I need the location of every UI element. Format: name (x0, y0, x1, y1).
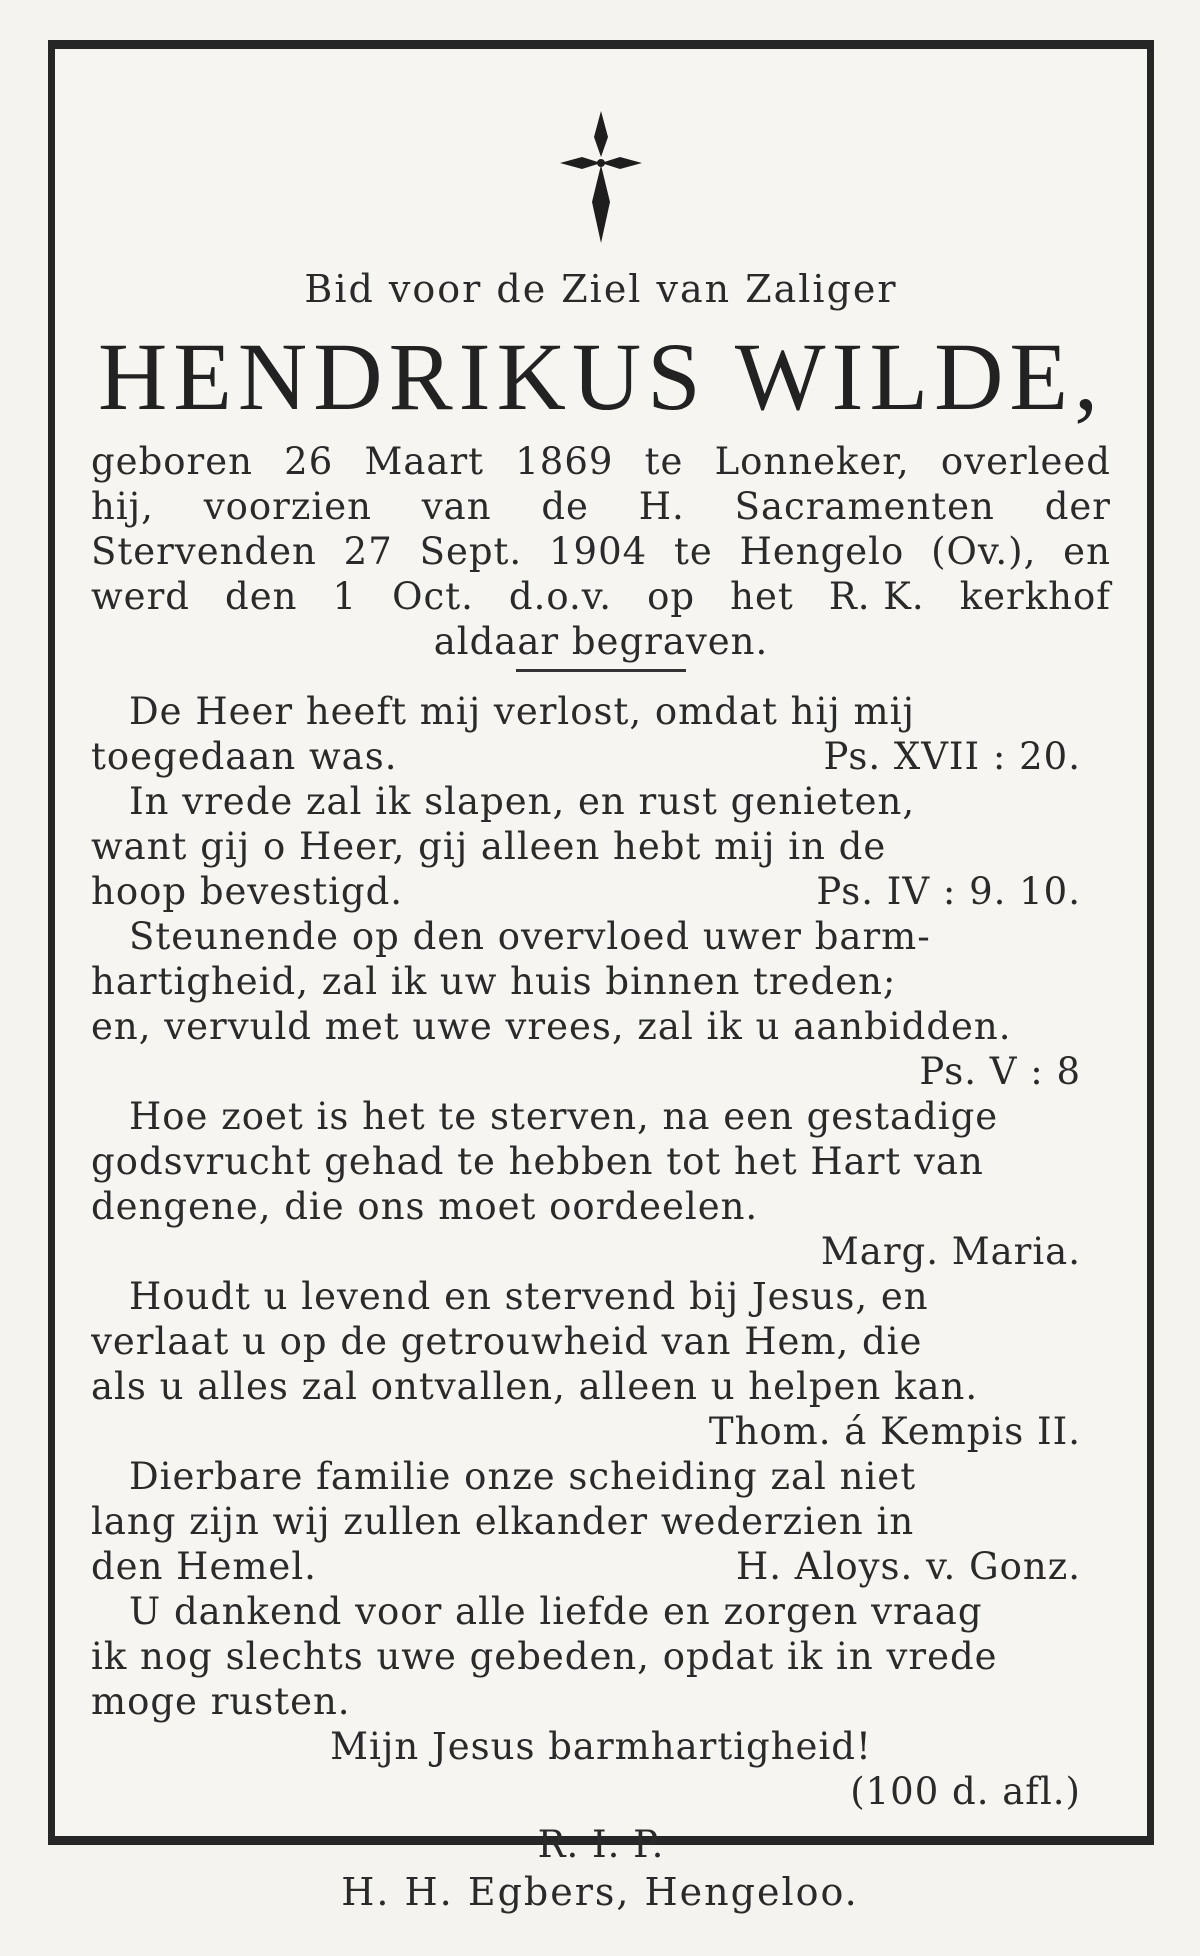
verse-line: Steunende op den overvloed uwer barm- (129, 915, 931, 958)
verse-line: want gij o Heer, gij alleen hebt mij in de (91, 825, 887, 868)
deceased-name: HENDRIKUS WILDE, (97, 323, 1105, 430)
verse-line: De Heer heeft mij verlost, omdat hij mij (129, 690, 915, 733)
invocation-line: Bid voor de Ziel van Zaliger (304, 267, 898, 311)
verse-line: U dankend voor alle liefde en zorgen vraag (129, 1590, 983, 1633)
verse-line: Hoe zoet is het te sterven, na een gestadige (129, 1095, 999, 1138)
memorial-card (48, 40, 1154, 1866)
biography (91, 439, 1111, 664)
verse-line: dengene, die ons moet oordeelen. (91, 1185, 759, 1228)
verse-line: lang zijn wij zullen elkander wederzien in (91, 1500, 915, 1543)
verse-line: hartigheid, zal ik uw huis binnen treden; (91, 960, 897, 1003)
verse-line: als u alles zal ontvallen, alleen u helpen kan. (91, 1365, 979, 1408)
verse-reference: Marg. Maria. (820, 1230, 1081, 1273)
verse-reference: Thom. á Kempis II. (708, 1410, 1081, 1453)
verse-line: Houdt u levend en stervend bij Jesus, en (129, 1275, 929, 1318)
indulgence-note: (100 d. afl.) (850, 1770, 1081, 1813)
verse-line: ik nog slechts uwe gebeden, opdat ik in vrede (91, 1635, 998, 1678)
bio-line: hij, voorzien van de H. Sacramenten der (91, 485, 1111, 528)
divider-rule (516, 669, 686, 672)
verse-reference: Ps. V : 8 (919, 1050, 1081, 1093)
verse-line: moge rusten. (91, 1680, 351, 1723)
printer-imprint: H. H. Egbers, Hengeloo. (341, 1870, 859, 1914)
bio-line: Stervenden 27 Sept. 1904 te Hengelo (Ov.), en (91, 530, 1111, 573)
rip-line: R. I. P. (537, 1823, 665, 1866)
verse-line: den Hemel. H. Aloys. v. Gonz. (91, 1544, 1111, 1589)
bio-line: geboren 26 Maart 1869 te Lonneker, overleed (91, 440, 1111, 483)
verse-line: verlaat u op de getrouwheid van Hem, die (91, 1320, 923, 1363)
verse-line: In vrede zal ik slapen, en rust genieten, (129, 780, 916, 823)
verse-line: Dierbare familie onze scheiding zal niet (129, 1455, 917, 1498)
verse-line: godsvrucht gehad te hebben tot het Hart van (91, 1140, 984, 1183)
verse-line: toegedaan was. Ps. XVII : 20. (91, 734, 1111, 779)
verse-reference: H. Aloys. v. Gonz. (736, 1545, 1081, 1588)
cross-icon (556, 107, 646, 247)
bio-line: aldaar begraven. (433, 620, 769, 663)
verse-line: en, vervuld met uwe vrees, zal ik u aanbidden. (91, 1005, 1012, 1048)
verse-reference: Ps. XVII : 20. (823, 735, 1081, 778)
verse-line: hoop bevestigd. Ps. IV : 9. 10. (91, 869, 1111, 914)
verses (91, 689, 1111, 1867)
verse-reference: Ps. IV : 9. 10. (816, 870, 1081, 913)
bio-line: werd den 1 Oct. d.o.v. op het R. K. kerkhof (91, 575, 1111, 618)
prayer-line: Mijn Jesus barmhartigheid! (330, 1725, 872, 1768)
card-content (91, 49, 1111, 1866)
